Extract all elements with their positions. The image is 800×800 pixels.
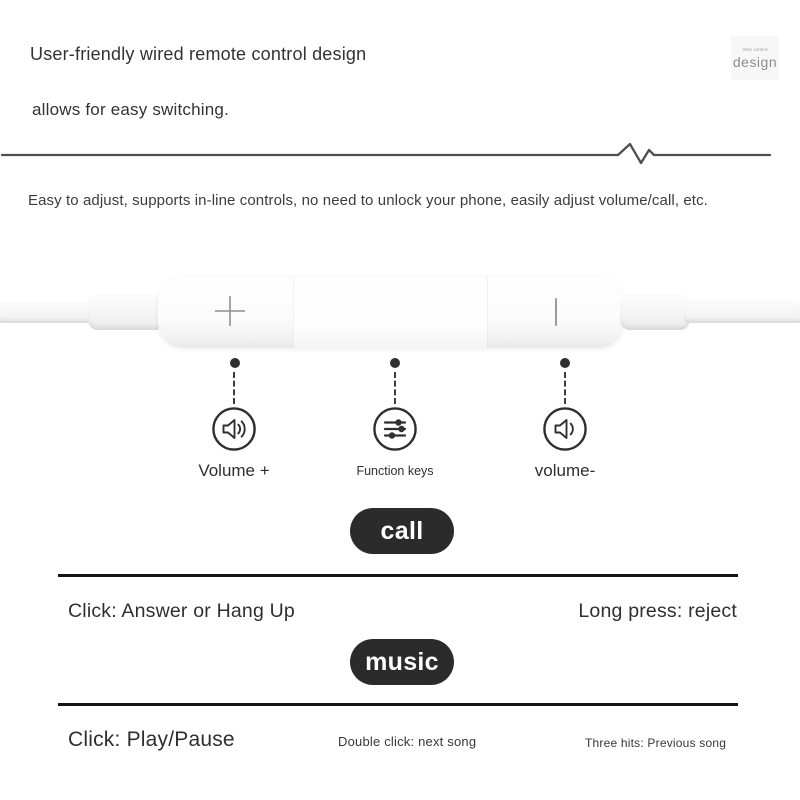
function-keys-icon xyxy=(372,406,418,452)
description-text: Easy to adjust, supports in-line controls, no need to unlock your phone, easily adjust volume/call, etc. xyxy=(28,192,708,209)
callout-dot xyxy=(560,358,570,368)
strain-relief-right xyxy=(620,294,690,330)
divider-line xyxy=(58,703,738,706)
divider-line xyxy=(58,574,738,577)
music-doubleclick-text: Double click: next song xyxy=(338,734,477,749)
headline-line1: User-friendly wired remote control design xyxy=(30,44,367,64)
call-click-text: Click: Answer or Hang Up xyxy=(68,600,295,622)
strain-relief-left xyxy=(88,294,165,330)
callout-dashed-line xyxy=(564,372,566,404)
headline-line2: allows for easy switching. xyxy=(32,100,229,119)
plus-icon xyxy=(214,295,246,327)
volume-plus-label: Volume + xyxy=(198,461,270,480)
music-triplehit-text: Three hits: Previous song xyxy=(585,736,727,750)
volume-minus-icon xyxy=(542,406,588,452)
call-longpress-text: Long press: reject xyxy=(578,600,737,622)
call-badge: call xyxy=(350,508,454,554)
minus-bar-icon xyxy=(555,298,557,326)
music-click-text: Click: Play/Pause xyxy=(68,728,235,751)
music-badge: music xyxy=(350,639,454,685)
wire-control-badge xyxy=(731,36,779,80)
callout-dot xyxy=(230,358,240,368)
callout-dot xyxy=(390,358,400,368)
cable-right xyxy=(684,299,800,323)
volume-plus-icon xyxy=(211,406,257,452)
badge-small-text: Wire control xyxy=(742,47,768,52)
badge-large-text: design xyxy=(732,53,778,70)
callout-dashed-line xyxy=(233,372,235,404)
pulse-divider-line xyxy=(0,140,800,170)
function-keys-label: Function keys xyxy=(356,464,434,478)
remote-middle-button xyxy=(293,277,488,348)
volume-minus-label: volume- xyxy=(534,461,596,480)
callout-dashed-line xyxy=(394,372,396,404)
cable-left xyxy=(0,301,97,323)
